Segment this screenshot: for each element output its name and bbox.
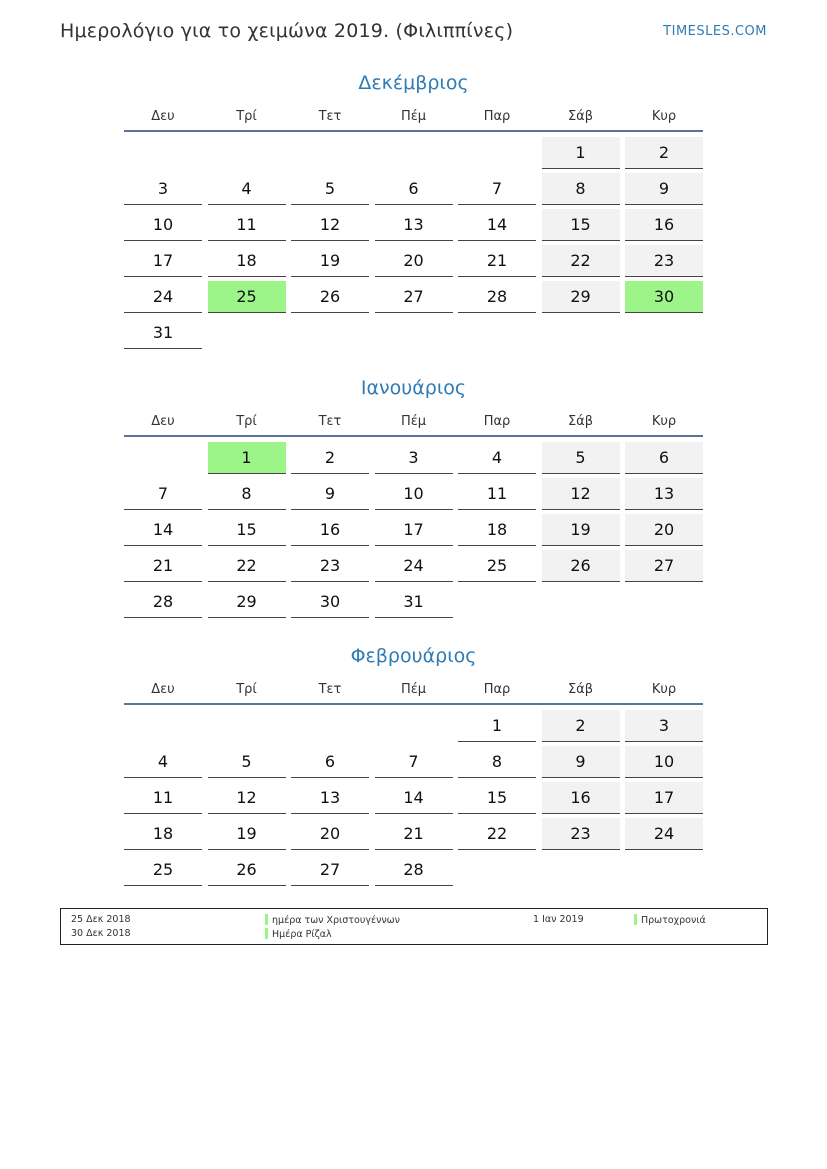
day-cell: 15: [542, 209, 620, 241]
day-cell: 11: [208, 209, 286, 241]
day-cell: 17: [625, 782, 703, 814]
holiday-legend: [60, 908, 768, 945]
day-cell: 5: [291, 173, 369, 205]
day-cell: 5: [542, 442, 620, 474]
day-grid: [124, 137, 703, 349]
weekday-label: Δευ: [151, 682, 175, 697]
weekday-label: Τρί: [236, 414, 257, 429]
empty-cell: [458, 137, 536, 169]
day-cell: 2: [625, 137, 703, 169]
weekday-label: Κυρ: [651, 682, 677, 697]
day-cell: 6: [375, 173, 453, 205]
day-cell: 23: [542, 818, 620, 850]
day-cell: 6: [625, 442, 703, 474]
day-cell: 8: [208, 478, 286, 510]
day-cell: 10: [124, 209, 202, 241]
day-cell: 30: [291, 586, 369, 618]
day-cell: 8: [542, 173, 620, 205]
empty-cell: [375, 137, 453, 169]
weekday-label: Σάβ: [567, 109, 594, 124]
day-cell: 26: [291, 281, 369, 313]
day-cell: 18: [208, 245, 286, 277]
brand-link[interactable]: TIMESLES.COM: [663, 24, 767, 39]
day-cell: 21: [458, 245, 536, 277]
day-cell: 13: [291, 782, 369, 814]
day-cell: 12: [208, 782, 286, 814]
day-cell: 4: [458, 442, 536, 474]
weekday-label: Παρ: [483, 682, 511, 697]
month-january: [124, 375, 703, 618]
day-cell: 17: [375, 514, 453, 546]
day-cell: 2: [291, 442, 369, 474]
day-cell: 22: [542, 245, 620, 277]
weekday-label: Κυρ: [651, 109, 677, 124]
day-grid: [124, 442, 703, 618]
empty-cell: [124, 442, 202, 474]
day-cell: 20: [375, 245, 453, 277]
day-cell: 18: [458, 514, 536, 546]
day-cell: 28: [375, 854, 453, 886]
day-cell: 21: [124, 550, 202, 582]
day-cell: 5: [208, 746, 286, 778]
day-cell: 9: [291, 478, 369, 510]
day-cell: 24: [625, 818, 703, 850]
day-cell: 24: [375, 550, 453, 582]
day-cell: 23: [291, 550, 369, 582]
holiday-day-cell: 25: [208, 281, 286, 313]
legend-date: 1 Ιαν 2019: [533, 914, 584, 925]
weekday-label: Τρί: [236, 682, 257, 697]
day-cell: 19: [542, 514, 620, 546]
weekday-label: Σάβ: [567, 414, 594, 429]
weekday-label: Παρ: [483, 109, 511, 124]
day-cell: 31: [124, 317, 202, 349]
day-cell: 22: [458, 818, 536, 850]
day-cell: 7: [124, 478, 202, 510]
weekday-label: Πέμ: [400, 682, 427, 697]
day-cell: 25: [458, 550, 536, 582]
day-cell: 16: [542, 782, 620, 814]
holiday-day-cell: 1: [208, 442, 286, 474]
month-name: Δεκέμβριος: [358, 72, 469, 94]
day-cell: 14: [124, 514, 202, 546]
weekday-label: Πέμ: [400, 414, 427, 429]
day-cell: 4: [124, 746, 202, 778]
weekday-label: Δευ: [151, 414, 175, 429]
empty-cell: [375, 710, 453, 742]
day-cell: 25: [124, 854, 202, 886]
day-cell: 19: [208, 818, 286, 850]
day-cell: 26: [542, 550, 620, 582]
day-cell: 19: [291, 245, 369, 277]
day-cell: 18: [124, 818, 202, 850]
day-cell: 14: [458, 209, 536, 241]
legend-holiday-name: ημέρα των Χριστουγέννων: [265, 914, 400, 927]
day-cell: 24: [124, 281, 202, 313]
day-cell: 2: [542, 710, 620, 742]
day-cell: 3: [625, 710, 703, 742]
weekday-label: Τετ: [318, 682, 342, 697]
day-cell: 28: [124, 586, 202, 618]
day-cell: 27: [375, 281, 453, 313]
day-cell: 10: [375, 478, 453, 510]
month-february: [124, 643, 703, 886]
day-cell: 21: [375, 818, 453, 850]
day-cell: 9: [542, 746, 620, 778]
weekday-header: [124, 107, 703, 132]
legend-holiday-name: Πρωτοχρονιά: [634, 914, 706, 927]
day-cell: 20: [291, 818, 369, 850]
day-cell: 12: [542, 478, 620, 510]
day-cell: 13: [625, 478, 703, 510]
day-cell: 11: [458, 478, 536, 510]
day-cell: 8: [458, 746, 536, 778]
empty-cell: [124, 137, 202, 169]
legend-date: 25 Δεκ 2018: [71, 914, 131, 925]
weekday-label: Τετ: [318, 109, 342, 124]
day-cell: 13: [375, 209, 453, 241]
day-cell: 11: [124, 782, 202, 814]
empty-cell: [291, 710, 369, 742]
day-cell: 15: [208, 514, 286, 546]
day-cell: 31: [375, 586, 453, 618]
day-cell: 1: [542, 137, 620, 169]
weekday-label: Παρ: [483, 414, 511, 429]
day-cell: 7: [458, 173, 536, 205]
day-cell: 27: [625, 550, 703, 582]
day-cell: 12: [291, 209, 369, 241]
day-cell: 16: [291, 514, 369, 546]
day-cell: 27: [291, 854, 369, 886]
day-cell: 20: [625, 514, 703, 546]
day-cell: 9: [625, 173, 703, 205]
day-cell: 14: [375, 782, 453, 814]
legend-date: 30 Δεκ 2018: [71, 928, 131, 939]
holiday-color-marker: [265, 914, 268, 925]
day-cell: 22: [208, 550, 286, 582]
day-cell: 4: [208, 173, 286, 205]
day-cell: 10: [625, 746, 703, 778]
legend-holiday-name: Ημέρα Ρίζαλ: [265, 928, 332, 941]
holiday-day-cell: 30: [625, 281, 703, 313]
day-cell: 16: [625, 209, 703, 241]
day-cell: 28: [458, 281, 536, 313]
day-cell: 3: [375, 442, 453, 474]
month-name: Φεβρουάριος: [350, 645, 477, 667]
weekday-label: Σάβ: [567, 682, 594, 697]
weekday-header: [124, 412, 703, 437]
day-cell: 15: [458, 782, 536, 814]
day-cell: 29: [542, 281, 620, 313]
empty-cell: [208, 710, 286, 742]
day-cell: 3: [124, 173, 202, 205]
month-december: [124, 70, 703, 349]
holiday-color-marker: [265, 928, 268, 939]
weekday-label: Τετ: [318, 414, 342, 429]
weekday-header: [124, 680, 703, 705]
day-cell: 1: [458, 710, 536, 742]
weekday-label: Πέμ: [400, 109, 427, 124]
day-cell: 6: [291, 746, 369, 778]
empty-cell: [208, 137, 286, 169]
weekday-label: Τρί: [236, 109, 257, 124]
day-cell: 17: [124, 245, 202, 277]
empty-cell: [124, 710, 202, 742]
day-cell: 7: [375, 746, 453, 778]
weekday-label: Δευ: [151, 109, 175, 124]
holiday-color-marker: [634, 914, 637, 925]
day-grid: [124, 710, 703, 886]
empty-cell: [291, 137, 369, 169]
page-title: Ημερολόγιο για το χειμώνα 2019. (Φιλιππίνες): [60, 20, 514, 42]
month-name: Ιανουάριος: [360, 377, 467, 399]
day-cell: 29: [208, 586, 286, 618]
day-cell: 23: [625, 245, 703, 277]
day-cell: 26: [208, 854, 286, 886]
weekday-label: Κυρ: [651, 414, 677, 429]
